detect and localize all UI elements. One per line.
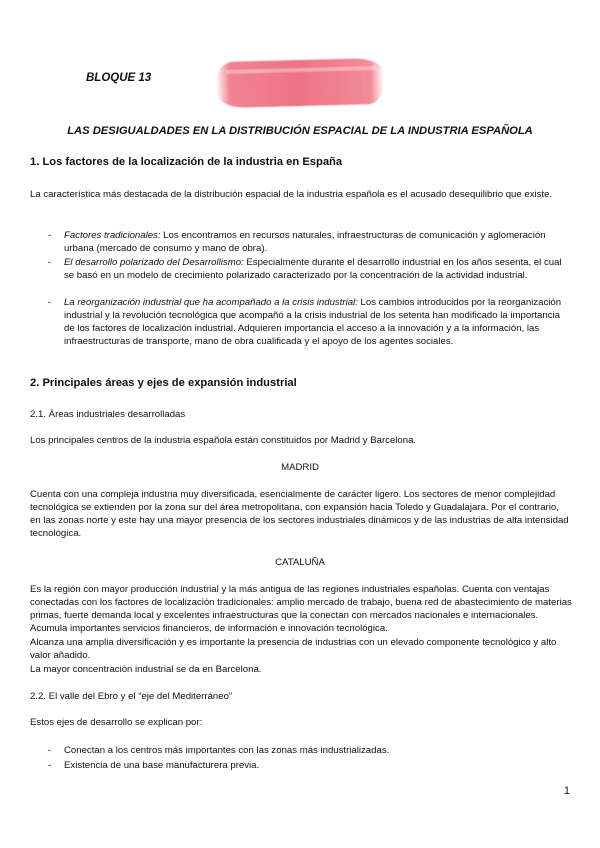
- madrid-text: Cuenta con una compleja industria muy diversificada, esencialmente de carácter ligero. Los sectores de menor complejidad tecnológica se extienden por la zona sur del área metropolitana, con expansión hacia Toledo y Guadalajara. Por el contrario, en las zonas norte y este hay una mayor presencia de los sectores industriales dinámicos y de las industrias de alta intensidad tecnológica.: [30, 489, 569, 539]
- section-1-intro: La característica más destacada de la distribución espacial de la industria española es el acusado desequilibrio que existe.: [30, 189, 553, 200]
- document-title: LAS DESIGUALDADES EN LA DISTRIBUCIÓN ESPACIAL DE LA INDUSTRIA ESPAÑOLA: [67, 125, 533, 137]
- list-item-text: Los cambios introducidos por la reorganización industrial y la revolución tecnológica que acompañó a la crisis industrial de los setenta han modificado la importancia de los factores de localización industrial. Adquieren importancia el acceso a la innovación y a la información, las infraestructuras de transporte, mano de obra cualificada y el apoyo de los agentes sociales.: [64, 297, 562, 347]
- pink-brush-highlight: [215, 58, 384, 108]
- list-item: - El desarrollo polarizado del Desarrollismo: Especialmente durante el desarrollo industrial en los años sesenta, el cual se basó en un modelo de crecimiento polarizado caracterizado por la concentración de la actividad industrial.: [48, 257, 562, 281]
- cataluna-text-3: La mayor concentración industrial se da en Barcelona.: [30, 664, 262, 675]
- list-item-text: Especialmente durante el desarrollo industrial en los años sesenta, el cual se basó en un modelo de crecimiento polarizado caracterizado por la concentración de la actividad industrial.: [64, 257, 562, 281]
- list-item-label: El desarrollo polarizado del Desarrollismo:: [64, 257, 244, 268]
- list-item: - La reorganización industrial que ha acompañado a la crisis industrial: Los cambios introducidos por la reorganización industrial y la revolución tecnológica que acompañó a la crisis industrial de los setenta han modificado la importancia de los factores de localización industrial. Adquieren importancia el acceso a la innovación y a la información, las infraestructuras de transporte, mano de obra cualificada y el apoyo de los agentes sociales.: [48, 297, 562, 347]
- list-item-label: Factores tradicionales:: [64, 230, 161, 241]
- list-item-text: Los encontramos en recursos naturales, infraestructuras de comunicación y aglomeración urbana (mercado de consumo y mano de obra).: [64, 230, 546, 254]
- section-2-heading: 2. Principales áreas y ejes de expansión industrial: [30, 377, 297, 389]
- subsection-2-2-intro: Estos ejes de desarrollo se explican por:: [30, 717, 203, 728]
- list-item-text: Conectan a los centros más importantes con las zonas más industrializadas.: [64, 745, 390, 756]
- section-1-heading: 1. Los factores de la localización de la industria en España: [30, 156, 343, 168]
- list-item: - Conectan a los centros más importantes con las zonas más industrializadas.: [48, 745, 390, 756]
- list-item-label: La reorganización industrial que ha acompañado a la crisis industrial:: [64, 297, 358, 308]
- cataluna-text: Es la región con mayor producción industrial y la más antigua de las regiones industriales españolas. Cuenta con ventajas conectadas con los factores de localización tradicionales: amplio mercado de trabajo, buena red de abastecimiento de materias primas, fuerte demanda local y excelentes infraestructuras que la conectan con mercados nacionales e internacionales. Acumula importantes servicios financieros, de información e innovación tecnológica.: [30, 584, 572, 634]
- subsection-2-1-intro: Los principales centros de la industria española están constituidos por Madrid y Barcelona.: [30, 435, 417, 446]
- madrid-title: MADRID: [281, 462, 319, 473]
- cataluna-title: CATALUÑA: [275, 557, 325, 568]
- page-number: 1: [563, 785, 570, 797]
- block-label: BLOQUE 13: [86, 72, 152, 84]
- subsection-2-1-heading: 2.1. Áreas industriales desarrolladas: [30, 409, 186, 420]
- list-item-text: Existencia de una base manufacturera previa.: [64, 760, 260, 771]
- list-item: - Existencia de una base manufacturera previa.: [48, 760, 260, 771]
- cataluna-text-2: Alcanza una amplia diversificación y es importante la presencia de industrias con un elevado componente tecnológico y alto valor añadido.: [30, 637, 557, 661]
- subsection-2-2-heading: 2.2. El valle del Ebro y el “eje del Mediterráneo”: [30, 691, 233, 702]
- list-item: - Factores tradicionales: Los encontramos en recursos naturales, infraestructuras de comunicación y aglomeración urbana (mercado de consumo y mano de obra).: [48, 230, 546, 254]
